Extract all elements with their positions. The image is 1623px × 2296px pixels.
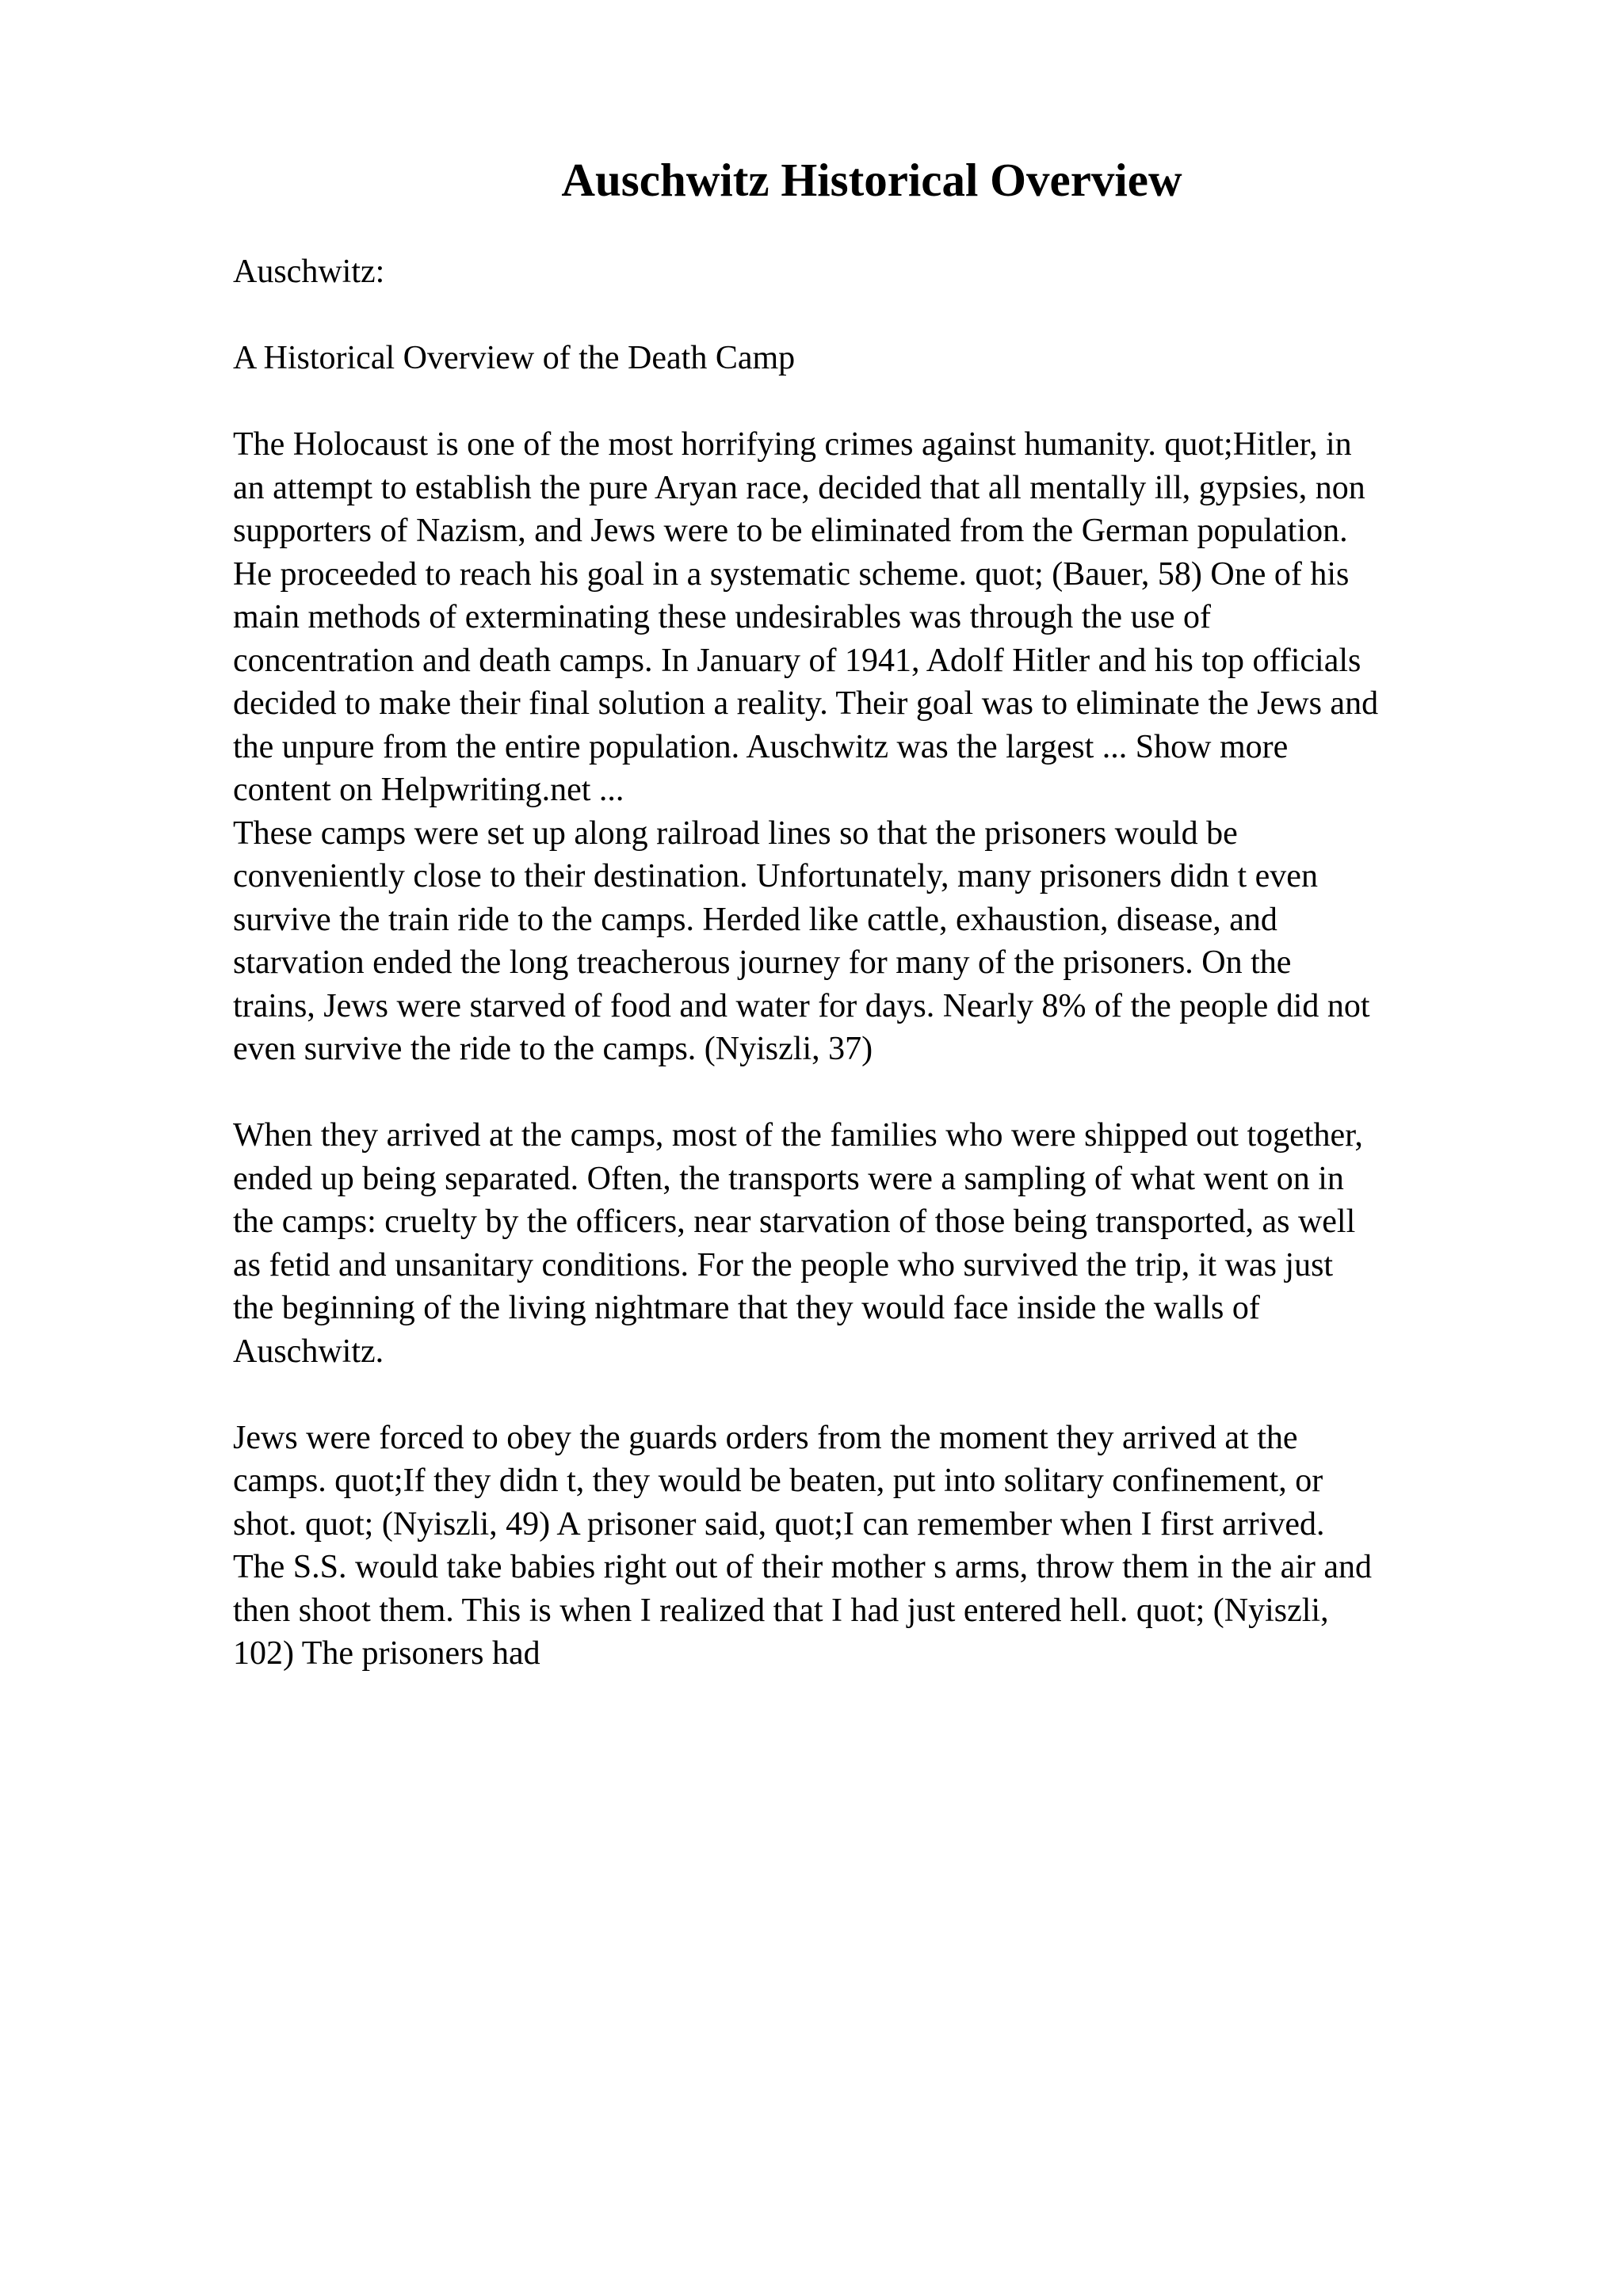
paragraph-gap: [233, 380, 1533, 424]
paragraph-gap: [233, 294, 1533, 338]
document-body: [233, 250, 1533, 1676]
paragraph-holocaust-intro: The Holocaust is one of the most horrifying crimes against humanity. quot;Hitler, in an attempt to establish the pure Aryan race, decided that all mentally ill, gypsies, non supporters of Nazism, and Jews were to be eliminated from the German population. He proceeded to reach his goal in a systematic scheme. quot; (Bauer, 58) One of his main methods of exterminating these undesirables was through the use of concentration and death camps. In January of 1941, Adolf Hitler and his top officials decided to make their final solution a reality. Their goal was to eliminate the Jews and the unpure from the entire population. Auschwitz was the largest ... Show more content on Helpwriting.net ...: [233, 426, 1379, 808]
paragraph-gap: [233, 1071, 1533, 1115]
paragraph-guards-orders: Jews were forced to obey the guards orders from the moment they arrived at the camps. quot;If they didn t, they would be beaten, put into solitary confinement, or shot. quot; (Nyiszli, 49) A prisoner said, quot;I can remember when I first arrived. The S.S. would take babies right out of their mother s arms, throw them in the air and then shoot them. This is when I realized that I had just entered hell. quot; (Nyiszli, 102) The prisoners had: [233, 1419, 1373, 1672]
document-title: Auschwitz Historical Overview: [561, 154, 1182, 206]
subheading-line: A Historical Overview of the Death Camp: [233, 340, 796, 376]
paragraph-arrival: When they arrived at the camps, most of the families who were shipped out together, ended up being separated. Often, the transports were a sampling of what went on in the camps: cruelty by the officers, near starvation of those being transported, as well as fetid and unsanitary conditions. For the people who survived the trip, it was just the beginning of the living nightmare that they would face inside the walls of Auschwitz.: [233, 1117, 1363, 1370]
paragraph-gap: [233, 1373, 1533, 1417]
paragraph-railroad-camps: These camps were set up along railroad lines so that the prisoners would be conveniently close to their destination. Unfortunately, many prisoners didn t even survive the train ride to the camps. Herded like cattle, exhaustion, disease, and starvation ended the long treacherous journey for many of the prisoners. On the trains, Jews were starved of food and water for days. Nearly 8% of the people did not even survive the ride to the camps. (Nyiszli, 37): [233, 814, 1370, 1067]
heading-line: Auschwitz:: [233, 254, 385, 290]
